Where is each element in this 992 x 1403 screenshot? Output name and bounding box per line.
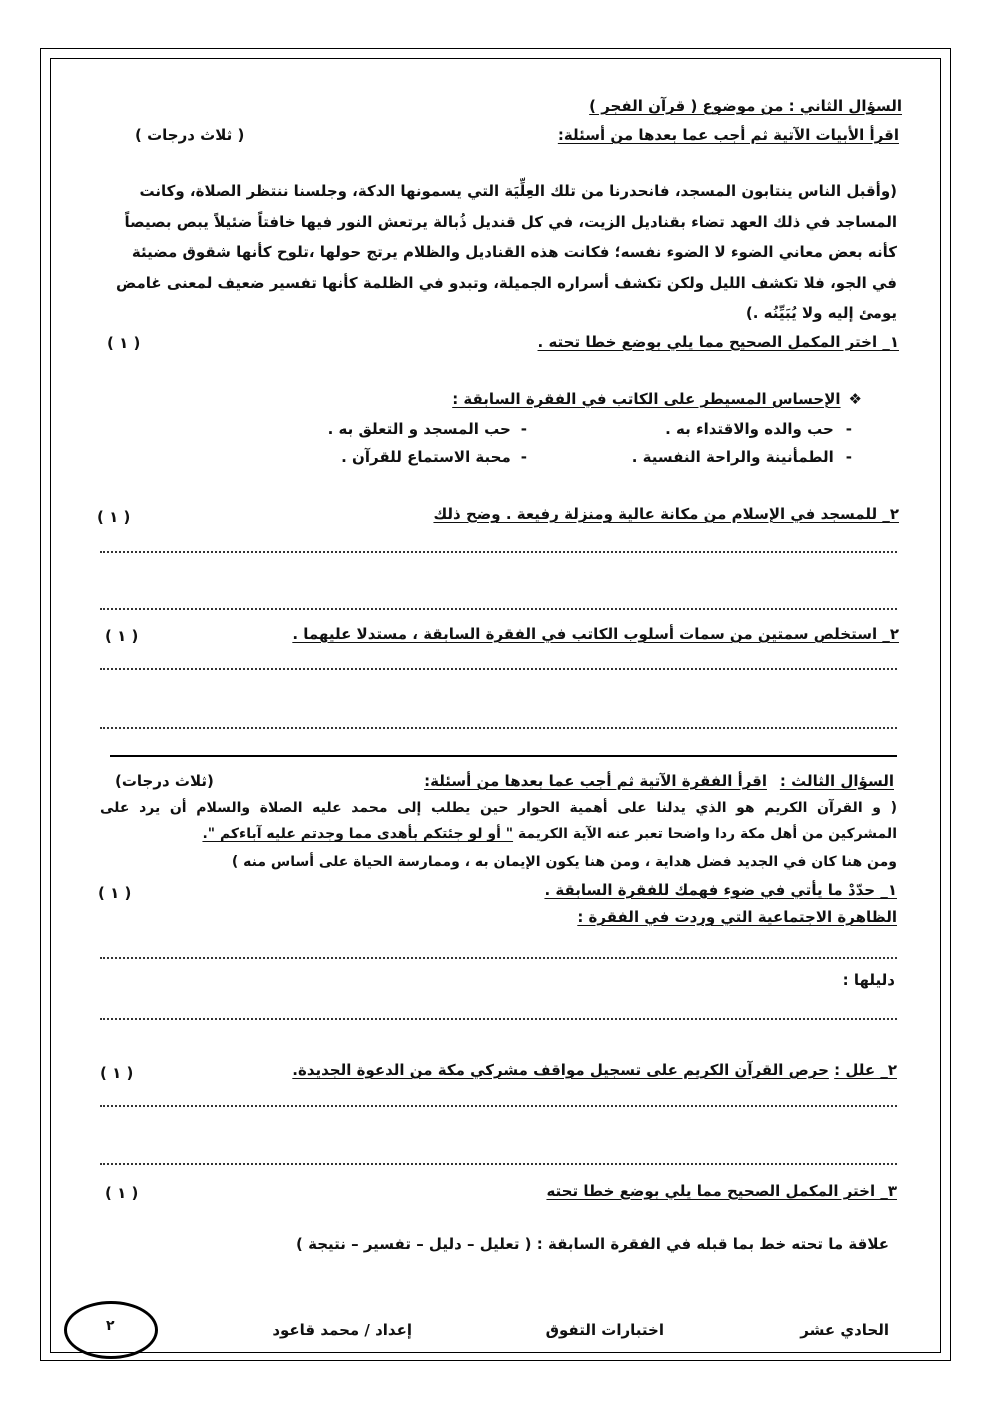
- q3-item1-sub1: الظاهرة الاجتماعية التي وردت في الفقرة :: [577, 908, 897, 926]
- q2-instruction: اقرأ الأبيات الآتية ثم أجب عما بعدها من أسئلة:: [557, 126, 899, 144]
- q3-item1-mark: ( ١ ): [98, 884, 132, 902]
- answer-line[interactable]: [100, 957, 897, 959]
- q2-marks-total: ( ثلاث درجات ): [135, 126, 245, 144]
- q2-option-b[interactable]: -حب المسجد و التعلق به .: [327, 420, 527, 438]
- q3-item2-label: ٢_ علل : حرص القرآن الكريم على تسجيل مواقف مشركي مكة من الدعوة الجديدة.: [292, 1061, 897, 1079]
- q2-item1-stem-text: الإحساس المسيطر على الكاتب في الفقرة السابقة :: [452, 390, 841, 408]
- footer-author: إعداد / محمد قاعود: [272, 1321, 412, 1339]
- q2-item2-label: ٢_ للمسجد في الإسلام من مكانة عالية ومنزلة رفيعة . وضح ذلك: [433, 505, 899, 523]
- diamond-bullet-icon: ❖: [848, 390, 862, 408]
- q2-passage: [100, 176, 897, 329]
- q2-option-c[interactable]: -الطمأنينة والراحة النفسية .: [631, 448, 852, 466]
- q2-heading: السؤال الثاني : من موضوع ( قرآن الفجر ): [589, 97, 902, 115]
- q3-item3-mark: ( ١ ): [105, 1184, 139, 1202]
- answer-line[interactable]: [100, 1163, 897, 1165]
- q2-passage-line: كأنه بعض معاني الضوء لا الضوء نفسه؛ فكانت هذه القناديل والظلام يرتج حولها ،تلوح كأنها شقوق مضيئة: [131, 243, 897, 261]
- q3-heading: السؤال الثالث :: [779, 772, 894, 790]
- q3-item1-sub2: دليلها :: [842, 971, 895, 989]
- q3-quran-verse: " أو لو جئتكم بأهدى مما وجدتم عليه آباءكم ".: [202, 826, 514, 842]
- q2-passage-line: المساجد في ذلك العهد تضاء بقناديل الزيت، في كل قنديل ذُبالة يرتعش النور فيها خافتاً ضئيلاً يبص بصيصاً: [124, 212, 897, 231]
- q3-passage-line: المشركين من أهل مكة ردا واضحا تعبر عنه الآية الكريمة " أو لو جئتكم بأهدى مما وجدتم عليه آباءكم ".: [202, 826, 897, 842]
- q3-passage-line: ( و القرآن الكريم هو الذي يدلنا على أهمية الحوار حين يطلب إلى محمد عليه الصلاة والسلام أن يرد على: [100, 800, 897, 816]
- q2-item3-mark: ( ١ ): [105, 627, 139, 645]
- q3-item1-label: ١_ حدّدْ ما يأتي في ضوء فهمك للفقرة السابقة .: [544, 881, 897, 899]
- answer-line[interactable]: [100, 1018, 897, 1020]
- q2-item3-label: ٢_ استخلص سمتين من سمات أسلوب الكاتب في الفقرة السابقة ، مستدلا عليهما .: [292, 625, 899, 643]
- q3-marks-total: (ثلاث درجات): [115, 772, 214, 790]
- q2-option-d[interactable]: -محبة الاستماع للقرآن .: [341, 448, 527, 466]
- q3-instruction: اقرأ الفقرة الآتية ثم أجب عما بعدها من أسئلة:: [424, 772, 767, 790]
- answer-line[interactable]: [100, 668, 897, 670]
- q2-item1-label: ١_ اختر المكمل الصحيح مما يلي بوضع خطا تحته .: [537, 333, 899, 351]
- answer-line[interactable]: [100, 727, 897, 729]
- q2-passage-line: يومئ إليه ولا يُبَيِّنُه .): [745, 304, 897, 322]
- q3-item3-label: ٣_ اختر المكمل الصحيح مما يلي بوضع خطا تحته: [546, 1182, 897, 1200]
- q3-item3-stem: علاقة ما تحته خط بما قبله في الفقرة السابقة : ( تعليل – دليل – تفسير – نتيجة ): [296, 1235, 889, 1253]
- q3-passage-line: ومن هنا كان في الجديد فضل هداية ، ومن هنا يكون الإيمان به ، وممارسة الحياة على أساس منه ): [231, 854, 897, 870]
- q2-option-a[interactable]: -حب والده والاقتداء به .: [665, 420, 852, 438]
- q2-item2-mark: ( ١ ): [97, 508, 131, 526]
- footer-grade: الحادي عشر: [800, 1321, 889, 1339]
- q2-passage-line: في الجو، فلا تكشف الليل ولكن تكشف أسراره الجميلة، وتبدو في الظلمة كأنها تفسير ضعيف لمعنى غامض: [116, 273, 897, 292]
- answer-line[interactable]: [100, 551, 897, 553]
- answer-line[interactable]: [100, 1105, 897, 1107]
- footer-series: اختبارات التفوق: [545, 1321, 664, 1339]
- section-divider: [110, 755, 897, 757]
- page-number: ٢: [106, 1318, 115, 1334]
- q2-item1-stem: [452, 390, 862, 408]
- answer-line[interactable]: [100, 608, 897, 610]
- q3-item2-mark: ( ١ ): [100, 1064, 134, 1082]
- q2-passage-line: (وأقبل الناس ينتابون المسجد، فانحدرنا من تلك العِلِّيَة التي يسمونها الدكة، وجلسنا ننتظر الصلاة، وكانت: [139, 182, 897, 200]
- q2-item1-mark: ( ١ ): [107, 334, 141, 352]
